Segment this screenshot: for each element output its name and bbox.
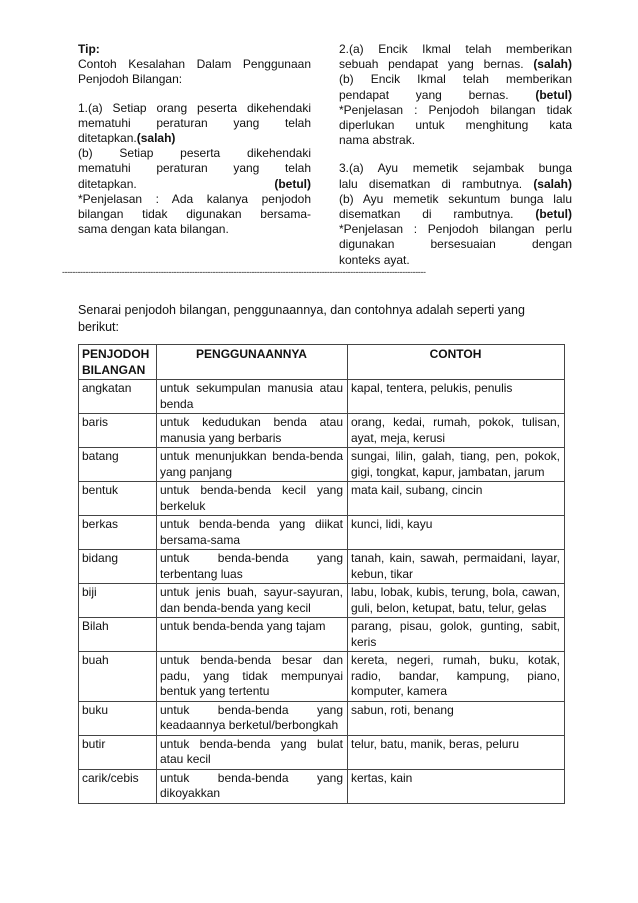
cell-contoh: labu, lobak, kubis, terung, bola, cawan, guli, belon, ketupat, batu, telur, gelas bbox=[348, 584, 565, 618]
cell-penjodoh: Bilah bbox=[79, 618, 157, 652]
table-row bbox=[79, 380, 565, 414]
cell-penjodoh: baris bbox=[79, 414, 157, 448]
tip-title-line-2: Penjodoh Bilangan: bbox=[78, 72, 183, 87]
verdict-betul: (betul) bbox=[535, 207, 572, 222]
cell-penjodoh: bentuk bbox=[79, 482, 157, 516]
table-row bbox=[79, 550, 565, 584]
cell-contoh: kereta, negeri, rumah, buku, kotak, radio, bandar, kampung, piano, komputer, kamera bbox=[348, 652, 565, 702]
penjodoh-table bbox=[78, 344, 565, 804]
cell-contoh: telur, batu, manik, beras, peluru bbox=[348, 735, 565, 769]
verdict-betul: (betul) bbox=[535, 87, 572, 102]
cell-contoh: orang, kedai, rumah, pokok, tulisan, ayat, meja, kerusi bbox=[348, 414, 565, 448]
header-contoh: CONTOH bbox=[348, 345, 565, 380]
cell-penjodoh: carik/cebis bbox=[79, 769, 157, 803]
cell-penjodoh: bidang bbox=[79, 550, 157, 584]
cell-penggunaan: untuk jenis buah, sayur-sayuran, dan benda-benda yang kecil bbox=[157, 584, 348, 618]
table-body bbox=[79, 380, 565, 804]
cell-penggunaan: untuk benda-benda yang dikoyakkan bbox=[157, 769, 348, 803]
cell-contoh: mata kail, subang, cincin bbox=[348, 482, 565, 516]
cell-penggunaan: untuk benda-benda besar dan padu, yang tidak mempunyai bentuk yang tertentu bbox=[157, 652, 348, 702]
explanation-3-line-1: *Penjelasan : Penjodoh bilangan perlu bbox=[339, 222, 572, 237]
table-row bbox=[79, 482, 565, 516]
explanation-1-line-2: bilangan tidak digunakan bersama- bbox=[78, 207, 311, 222]
example-1b-line-1: (b) Setiap peserta dikehendaki bbox=[78, 146, 311, 161]
table-row bbox=[79, 414, 565, 448]
cell-penggunaan: untuk menunjukkan benda-benda yang panjang bbox=[157, 448, 348, 482]
example-3a-line-2: lalu disematkan di rambutnya. (salah) bbox=[339, 176, 572, 191]
example-2b-line-1: (b) Encik Ikmal telah memberikan bbox=[339, 72, 572, 87]
cell-penggunaan: untuk benda-benda yang diikat bersama-sama bbox=[157, 516, 348, 550]
cell-contoh: sabun, roti, benang bbox=[348, 701, 565, 735]
cell-penjodoh: buku bbox=[79, 701, 157, 735]
cell-contoh: parang, pisau, golok, gunting, sabit, keris bbox=[348, 618, 565, 652]
cell-penjodoh: biji bbox=[79, 584, 157, 618]
cell-contoh: kunci, lidi, kayu bbox=[348, 516, 565, 550]
example-1a-line-3: ditetapkan.(salah) bbox=[78, 131, 176, 146]
tip-heading: Tip: bbox=[78, 42, 100, 56]
cell-penggunaan: untuk benda-benda yang tajam bbox=[157, 618, 348, 652]
example-1a-line-1: 1.(a) Setiap orang peserta dikehendaki bbox=[78, 100, 311, 115]
example-3a-line-1: 3.(a) Ayu memetik sejambak bunga bbox=[339, 161, 572, 176]
cell-penjodoh: berkas bbox=[79, 516, 157, 550]
cell-penggunaan: untuk kedudukan benda atau manusia yang berbaris bbox=[157, 414, 348, 448]
explanation-2-line-2: diperlukan untuk menghitung kata bbox=[339, 118, 572, 133]
cell-penjodoh: butir bbox=[79, 735, 157, 769]
cell-contoh: sungai, lilin, galah, tiang, pen, pokok, gigi, tongkat, kapur, jambatan, jarum bbox=[348, 448, 565, 482]
table-row bbox=[79, 769, 565, 803]
example-1a-line-2: mematuhi peraturan yang telah bbox=[78, 115, 311, 130]
explanation-2-line-3: nama abstrak. bbox=[339, 133, 416, 148]
explanation-1-line-1: *Penjelasan : Ada kalanya penjodoh bbox=[78, 191, 311, 206]
table-row bbox=[79, 618, 565, 652]
cell-penjodoh: buah bbox=[79, 652, 157, 702]
example-3b-line-2: disematkan di rambutnya. (betul) bbox=[339, 207, 572, 222]
cell-penggunaan: untuk benda-benda kecil yang berkeluk bbox=[157, 482, 348, 516]
table-row bbox=[79, 701, 565, 735]
tip-title-line-1: Contoh Kesalahan Dalam Penggunaan bbox=[78, 57, 311, 72]
tips-left-column bbox=[78, 42, 311, 237]
table-row bbox=[79, 584, 565, 618]
explanation-2-line-1: *Penjelasan : Penjodoh bilangan tidak bbox=[339, 102, 572, 117]
verdict-salah: (salah) bbox=[136, 131, 176, 146]
example-2a-line-1: 2.(a) Encik Ikmal telah memberikan bbox=[339, 42, 572, 56]
example-1b-line-2: mematuhi peraturan yang telah bbox=[78, 161, 311, 176]
table-row bbox=[79, 652, 565, 702]
verdict-salah: (salah) bbox=[533, 57, 572, 72]
cell-contoh: kertas, kain bbox=[348, 769, 565, 803]
cell-penjodoh: angkatan bbox=[79, 380, 157, 414]
dashed-divider: -------------------------------------------------------------------------------------------------------------------------------------------- bbox=[62, 268, 426, 276]
cell-penggunaan: untuk benda-benda yang keadaannya berketul/berbongkah bbox=[157, 701, 348, 735]
explanation-1-line-3: sama dengan kata bilangan. bbox=[78, 222, 229, 237]
cell-penjodoh: batang bbox=[79, 448, 157, 482]
table-row bbox=[79, 448, 565, 482]
verdict-salah: (salah) bbox=[533, 176, 572, 191]
cell-contoh: kapal, tentera, pelukis, penulis bbox=[348, 380, 565, 414]
example-1b-line-3: ditetapkan. (betul) bbox=[78, 176, 311, 191]
verdict-betul: (betul) bbox=[274, 176, 311, 191]
cell-contoh: tanah, kain, sawah, permaidani, layar, kebun, tikar bbox=[348, 550, 565, 584]
table-header-row bbox=[79, 345, 565, 380]
example-2a-line-2: sebuah pendapat yang bernas. (salah) bbox=[339, 57, 572, 72]
table-row bbox=[79, 516, 565, 550]
cell-penggunaan: untuk sekumpulan manusia atau benda bbox=[157, 380, 348, 414]
cell-penggunaan: untuk benda-benda yang bulat atau kecil bbox=[157, 735, 348, 769]
header-penjodoh: PENJODOH BILANGAN bbox=[79, 345, 157, 380]
table-row bbox=[79, 735, 565, 769]
example-3b-line-1: (b) Ayu memetik sekuntum bunga lalu bbox=[339, 191, 572, 206]
intro-paragraph: Senarai penjodoh bilangan, penggunaannya, dan contohnya adalah seperti yang berikut: bbox=[78, 303, 525, 334]
header-penggunaannya: PENGGUNAANNYA bbox=[157, 345, 348, 380]
cell-penggunaan: untuk benda-benda yang terbentang luas bbox=[157, 550, 348, 584]
explanation-3-line-2: digunakan bersesuaian dengan bbox=[339, 237, 572, 252]
explanation-3-line-3: konteks ayat. bbox=[339, 252, 410, 267]
example-2b-line-2: pendapat yang bernas. (betul) bbox=[339, 87, 572, 102]
tips-right-column bbox=[339, 42, 572, 268]
